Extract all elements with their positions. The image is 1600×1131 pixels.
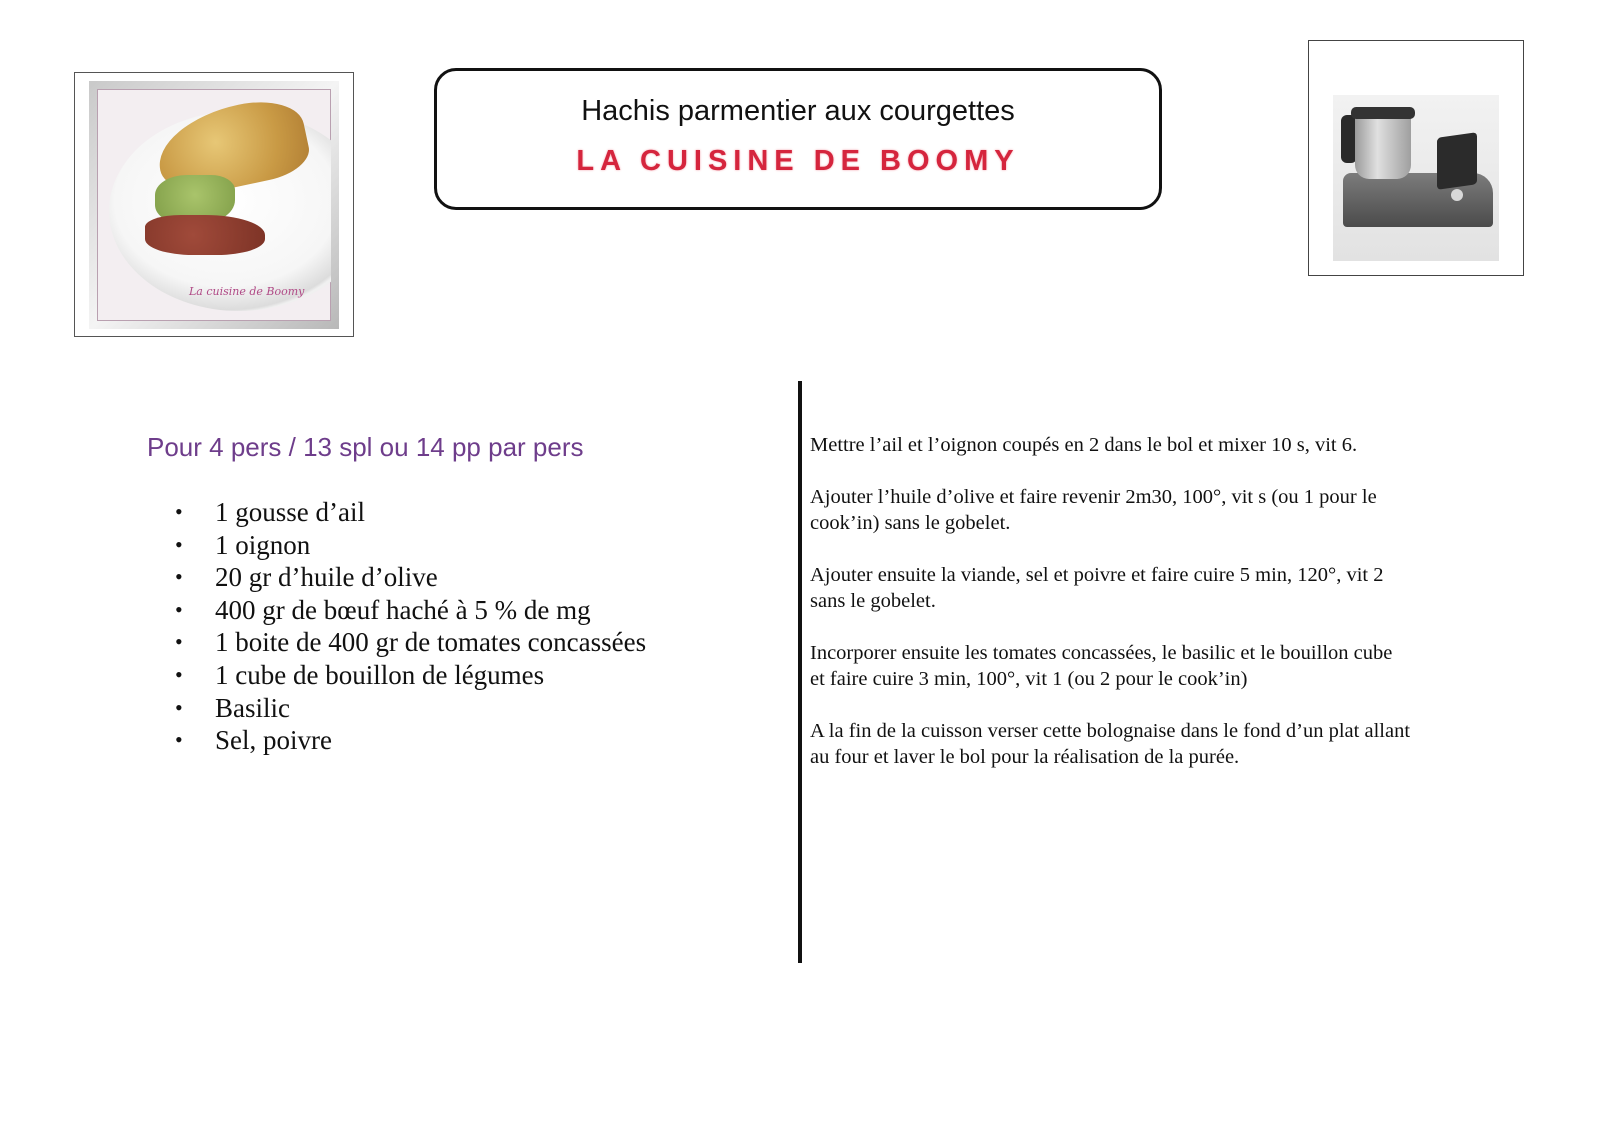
brand-name: LA CUISINE DE BOOMY — [576, 145, 1020, 177]
preparation-steps — [810, 432, 1410, 796]
ingredient-item: • 400 gr de bœuf haché à 5 % de mg — [215, 594, 646, 627]
dish-photo-canvas — [97, 89, 331, 321]
servings-info: Pour 4 pers / 13 spl ou 14 pp par pers — [147, 432, 584, 462]
food-processor-image — [1333, 95, 1499, 261]
food-processor-screen — [1437, 132, 1477, 190]
ingredients-list — [156, 496, 646, 757]
ingredient-item: • 20 gr d’huile d’olive — [215, 561, 646, 594]
dish-photo — [89, 81, 339, 329]
food-processor-jug — [1355, 113, 1411, 179]
dish-photo-frame — [74, 72, 354, 337]
title-box — [434, 68, 1162, 210]
ingredient-item: • Sel, poivre — [215, 724, 646, 757]
ingredient-item: • 1 boite de 400 gr de tomates concassées — [215, 626, 646, 659]
food-processor-lid — [1351, 107, 1415, 119]
food-processor-image-frame — [1308, 40, 1524, 276]
ingredient-item: • 1 gousse d’ail — [215, 496, 646, 529]
ingredient-item: • 1 cube de bouillon de légumes — [215, 659, 646, 692]
photo-signature: La cuisine de Boomy — [189, 285, 305, 298]
step-paragraph: Ajouter ensuite la viande, sel et poivre et faire cuire 5 min, 120°, vit 2 sans le gobelet. — [810, 564, 1384, 612]
recipe-title: Hachis parmentier aux courgettes — [581, 95, 1015, 127]
ingredient-item: • Basilic — [215, 692, 646, 725]
step-paragraph: Ajouter l’huile d’olive et faire revenir 2m30, 100°, vit s (ou 1 pour le cook’in) sans le gobelet. — [810, 486, 1377, 534]
step-paragraph: Mettre l’ail et l’oignon coupés en 2 dans le bol et mixer 10 s, vit 6. — [810, 434, 1358, 456]
column-divider — [798, 381, 802, 963]
food-processor-knob — [1451, 189, 1463, 201]
step-paragraph: A la fin de la cuisson verser cette bolognaise dans le fond d’un plat allant au four et laver le bol pour la réalisation de la purée. — [810, 720, 1411, 768]
ingredient-item: • 1 oignon — [215, 529, 646, 562]
step-paragraph: Incorporer ensuite les tomates concassées, le basilic et le bouillon cube et faire cuire 3 min, 100°, vit 1 (ou 2 pour le cook’in) — [810, 642, 1393, 690]
meat-layer — [145, 215, 265, 255]
